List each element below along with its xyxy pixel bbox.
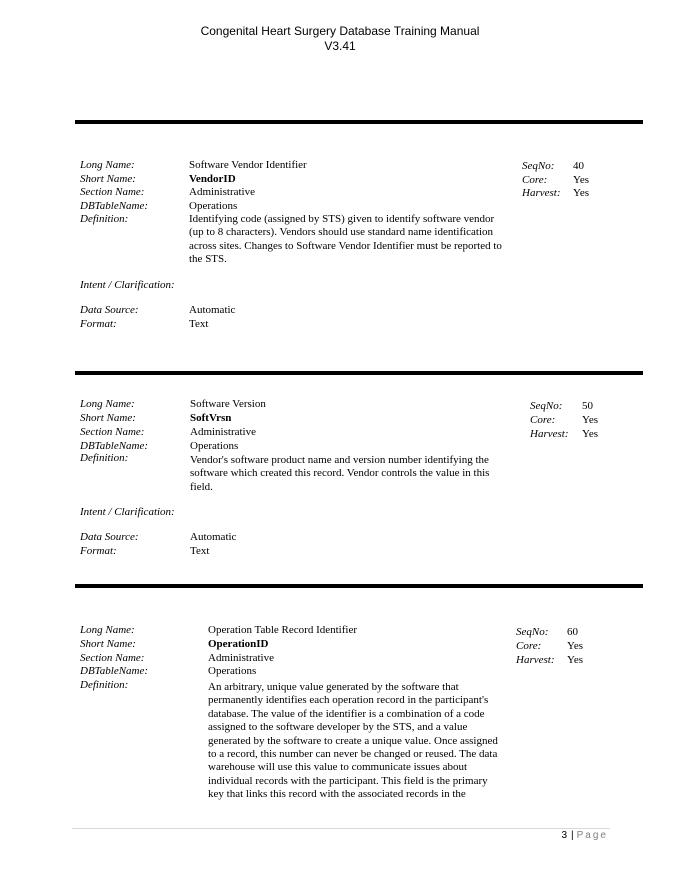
- short-name-label: Short Name:: [80, 638, 136, 650]
- core-value: Yes: [573, 173, 590, 186]
- harvest-label: Harvest:: [522, 187, 561, 199]
- core-value: Yes: [582, 414, 599, 426]
- section-name-label: Section Name:: [80, 426, 145, 438]
- short-name-value: VendorID: [189, 172, 236, 185]
- db-table-name-value: Operations: [189, 199, 238, 212]
- long-name-value: Software Vendor Identifier: [189, 159, 307, 171]
- section-name-label: Section Name:: [80, 186, 145, 198]
- definition-label: Definition:: [80, 679, 129, 691]
- seq-no-value: 40: [573, 160, 584, 172]
- db-table-name-label: DBTableName:: [80, 440, 149, 452]
- footer-rule: [72, 828, 610, 829]
- manual-version: V3.41: [324, 39, 356, 53]
- seq-no-value: 60: [567, 626, 578, 638]
- long-name-label: Long Name:: [80, 159, 135, 171]
- short-name-value: OperationID: [208, 638, 269, 650]
- section-rule-2: [75, 371, 643, 375]
- format-label: Format:: [80, 317, 117, 330]
- section-name-value: Administrative: [190, 426, 256, 438]
- seq-no-label: SeqNo:: [516, 626, 549, 638]
- harvest-value: Yes: [567, 654, 584, 666]
- data-source-value: Automatic: [190, 531, 237, 543]
- long-name-label: Long Name:: [80, 398, 135, 410]
- db-table-name-value: Operations: [190, 440, 239, 452]
- data-source-label: Data Source:: [80, 304, 139, 316]
- page-footer: [561, 830, 608, 842]
- section-rule-3: [75, 584, 643, 588]
- section-rule-1: [75, 120, 643, 124]
- harvest-value: Yes: [573, 187, 590, 199]
- harvest-label: Harvest:: [530, 428, 569, 440]
- db-table-name-label: DBTableName:: [80, 665, 149, 677]
- data-source-value: Automatic: [189, 304, 236, 316]
- short-name-label: Short Name:: [80, 172, 136, 185]
- definition-label: Definition:: [80, 213, 129, 225]
- section-name-label: Section Name:: [80, 652, 145, 664]
- core-label: Core:: [516, 640, 542, 652]
- format-label: Format:: [80, 544, 117, 557]
- intent-label: Intent / Clarification:: [80, 279, 175, 291]
- short-name-value: SoftVrsn: [190, 412, 232, 424]
- format-value: Text: [190, 544, 210, 557]
- page-header: [0, 24, 680, 54]
- definition-text: An arbitrary, unique value generated by the software that permanently identifies each operation record in the participant's database. The value of the identifier is a combination of a code assigned to the software developer by the STS, and a value generated by the software to create a unique value. Once assigned to a record, this number can never be changed or reused. The data warehouse will use this value to communicate issues about individual records with the participant. This field is the primary key that links this record with the associated records in the: [208, 681, 498, 801]
- short-name-label: Short Name:: [80, 412, 136, 424]
- seq-no-label: SeqNo:: [530, 400, 563, 412]
- long-name-label: Long Name:: [80, 624, 135, 636]
- seq-no-label: SeqNo:: [522, 160, 555, 172]
- db-table-name-value: Operations: [208, 665, 257, 677]
- manual-title: Congenital Heart Surgery Database Training Manual: [200, 24, 480, 38]
- harvest-label: Harvest:: [516, 654, 555, 666]
- section-name-value: Administrative: [189, 186, 255, 198]
- core-label: Core:: [522, 173, 548, 186]
- intent-label: Intent / Clarification:: [80, 506, 175, 518]
- page-label: Page: [576, 830, 608, 841]
- data-source-label: Data Source:: [80, 531, 139, 543]
- footer-separator: |: [571, 830, 574, 841]
- core-label: Core:: [530, 414, 556, 426]
- definition-text: Vendor's software product name and version number identifying the software which created this record. Vendor controls the value in this field.: [190, 454, 490, 493]
- definition-text: Identifying code (assigned by STS) given to identify software vendor (up to 8 characters). Vendors should use standard name identification across sites. Changes to Software Vendor Identifier must be reported to the STS.: [189, 213, 502, 266]
- format-value: Text: [189, 317, 209, 330]
- long-name-value: Operation Table Record Identifier: [208, 624, 357, 636]
- seq-no-value: 50: [582, 400, 593, 412]
- long-name-value: Software Version: [190, 398, 266, 410]
- definition-label: Definition:: [80, 452, 129, 464]
- core-value: Yes: [567, 640, 584, 652]
- section-name-value: Administrative: [208, 652, 274, 664]
- page-number: 3: [561, 830, 568, 841]
- harvest-value: Yes: [582, 428, 599, 440]
- db-table-name-label: DBTableName:: [80, 199, 149, 212]
